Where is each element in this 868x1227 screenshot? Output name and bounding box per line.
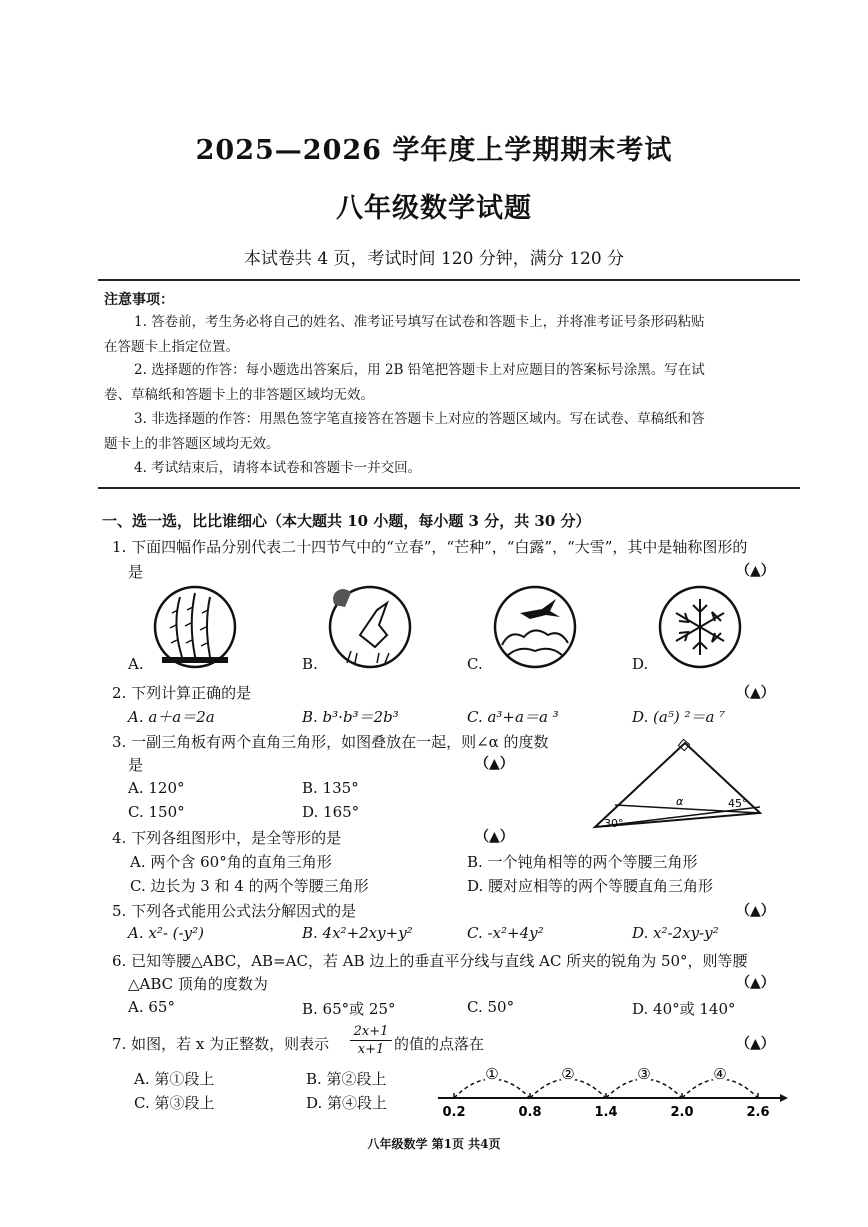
answer-mark: （▲） [736, 1036, 775, 1052]
q1-option-b: B. [302, 655, 318, 673]
q6-stem: △ABC 顶角的度数为 [128, 975, 268, 993]
q7-option-a: A. 第①段上 [134, 1070, 215, 1088]
segment-label: ④ [713, 1065, 727, 1083]
notice-line: 4. 考试结束后，请将本试卷和答题卡一并交回。 [134, 460, 422, 476]
answer-mark: （▲） [475, 829, 514, 845]
q4-stem: 4. 下列各组图形中，是全等形的是 [112, 829, 342, 847]
q3-option-c: C. 150° [128, 803, 185, 821]
segment-label: ① [485, 1065, 499, 1083]
q1-option-a-image [150, 585, 250, 675]
notice-heading: 注意事项： [104, 292, 174, 308]
notice-line: 在答题卡上指定位置。 [104, 339, 239, 355]
q2-option-c: C. a³+a＝a ³ [467, 708, 559, 726]
q4-option-a: A. 两个含 60°角的直角三角形 [130, 853, 332, 871]
q3-option-b: B. 135° [302, 779, 359, 797]
q7-option-d: D. 第④段上 [306, 1094, 388, 1112]
number-line-tick-label: 0.2 [442, 1105, 466, 1120]
notice-line: 3. 非选择题的作答：用黑色签字笔直接答在答题卡上对应的答题区域内。写在试卷、草稿纸和答 [134, 411, 705, 427]
number-line-tick-label: 1.4 [594, 1105, 618, 1120]
number-line-tick-label: 0.8 [518, 1105, 542, 1120]
q1-stem: 1. 下面四幅作品分别代表二十四节气中的“立春”，“芒种”，“白露”，“大雪”，其中是轴称图形的 [112, 538, 748, 556]
q6-option-b: B. 65°或 25° [302, 1000, 396, 1018]
exam-info: 本试卷共 4 页，考试时间 120 分钟，满分 120 分 [243, 249, 625, 269]
notice-line: 卷、草稿纸和答题卡上的非答题区域均无效。 [104, 387, 374, 403]
q7-option-b: B. 第②段上 [306, 1070, 387, 1088]
q5-option-d: D. x²-2xy-y² [632, 924, 719, 942]
q7-fraction-numerator: 2x+1 [350, 1024, 392, 1041]
number-line-tick-label: 2.6 [746, 1105, 770, 1120]
q4-option-b: B. 一个钝角相等的两个等腰三角形 [467, 853, 698, 871]
notice-line: 题卡上的非答题区域均无效。 [104, 436, 280, 452]
answer-mark: （▲） [475, 756, 514, 772]
top-divider [98, 279, 800, 281]
q2-option-b: B. b³·b³＝2b³ [302, 708, 399, 726]
q3-stem: 是 [128, 756, 144, 774]
q1-stem: 是 [128, 563, 144, 581]
q4-option-c: C. 边长为 3 和 4 的两个等腰三角形 [130, 877, 369, 895]
q1-option-c-image [490, 585, 590, 675]
q7-option-c: C. 第③段上 [134, 1094, 215, 1112]
q7-fraction [350, 1024, 392, 1057]
q7-stem-pre: 7. 如图，若 x 为正整数，则表示 [112, 1035, 330, 1053]
q1-option-a: A. [128, 655, 144, 673]
q2-option-a: A. a＋a＝2a [128, 708, 215, 726]
q7-fraction-denominator: x+1 [357, 1042, 385, 1057]
q6-option-d: D. 40°或 140° [632, 1000, 736, 1018]
q7-stem-post: 的值的点落在 [394, 1035, 485, 1053]
q5-option-c: C. -x²+4y² [467, 924, 544, 942]
q1-option-d-image [655, 585, 755, 675]
notice-line: 2. 选择题的作答：每小题选出答案后，用 2B 铅笔把答题卡上对应题目的答案标号涂黑。写在试 [134, 362, 705, 378]
page-footer: 八年级数学 第1页 共4页 [367, 1137, 501, 1151]
q3-triangle-figure [590, 735, 770, 835]
answer-mark: （▲） [736, 903, 775, 919]
q3-alpha-label: α [676, 795, 684, 808]
exam-title: 2025—2026 学年度上学期期末考试 [195, 135, 673, 166]
q5-option-a: A. x²- (-y²) [128, 924, 204, 942]
section-heading: 一、选一选，比比谁细心（本大题共 10 小题，每小题 3 分，共 30 分） [102, 512, 591, 530]
q7-number-line [430, 1060, 790, 1122]
q1-option-c: C. [467, 655, 483, 673]
answer-mark: （▲） [736, 685, 775, 701]
exam-subject-title: 八年级数学试题 [336, 193, 532, 224]
notice-line: 1. 答卷前，考生务必将自己的姓名、准考证号填写在试卷和答题卡上，并将准考证号条形码粘贴 [134, 314, 705, 330]
q3-angle-30-label: 30° [604, 817, 624, 830]
q4-option-d: D. 腰对应相等的两个等腰直角三角形 [467, 877, 714, 895]
q6-option-c: C. 50° [467, 998, 515, 1016]
q3-option-d: D. 165° [302, 803, 360, 821]
notice-divider [98, 487, 800, 489]
q1-option-d: D. [632, 655, 649, 673]
segment-label: ③ [637, 1065, 651, 1083]
q3-option-a: A. 120° [128, 779, 185, 797]
segment-label: ② [561, 1065, 575, 1083]
q2-option-d: D. (a⁵) ²＝a ⁷ [632, 708, 726, 726]
number-line-tick-label: 2.0 [670, 1105, 694, 1120]
answer-mark: （▲） [736, 563, 775, 579]
q6-option-a: A. 65° [128, 998, 175, 1016]
q1-option-b-image [325, 585, 425, 675]
q5-stem: 5. 下列各式能用公式法分解因式的是 [112, 902, 357, 920]
q3-angle-45-label: 45° [728, 797, 748, 810]
q5-option-b: B. 4x²+2xy+y² [302, 924, 413, 942]
q2-stem: 2. 下列计算正确的是 [112, 684, 252, 702]
q3-stem: 3. 一副三角板有两个直角三角形，如图叠放在一起，则∠α 的度数 [112, 733, 549, 751]
answer-mark: （▲） [736, 975, 775, 991]
q6-stem: 6. 已知等腰△ABC，AB=AC，若 AB 边上的垂直平分线与直线 AC 所夹的锐角为 50°，则等腰 [112, 952, 748, 970]
